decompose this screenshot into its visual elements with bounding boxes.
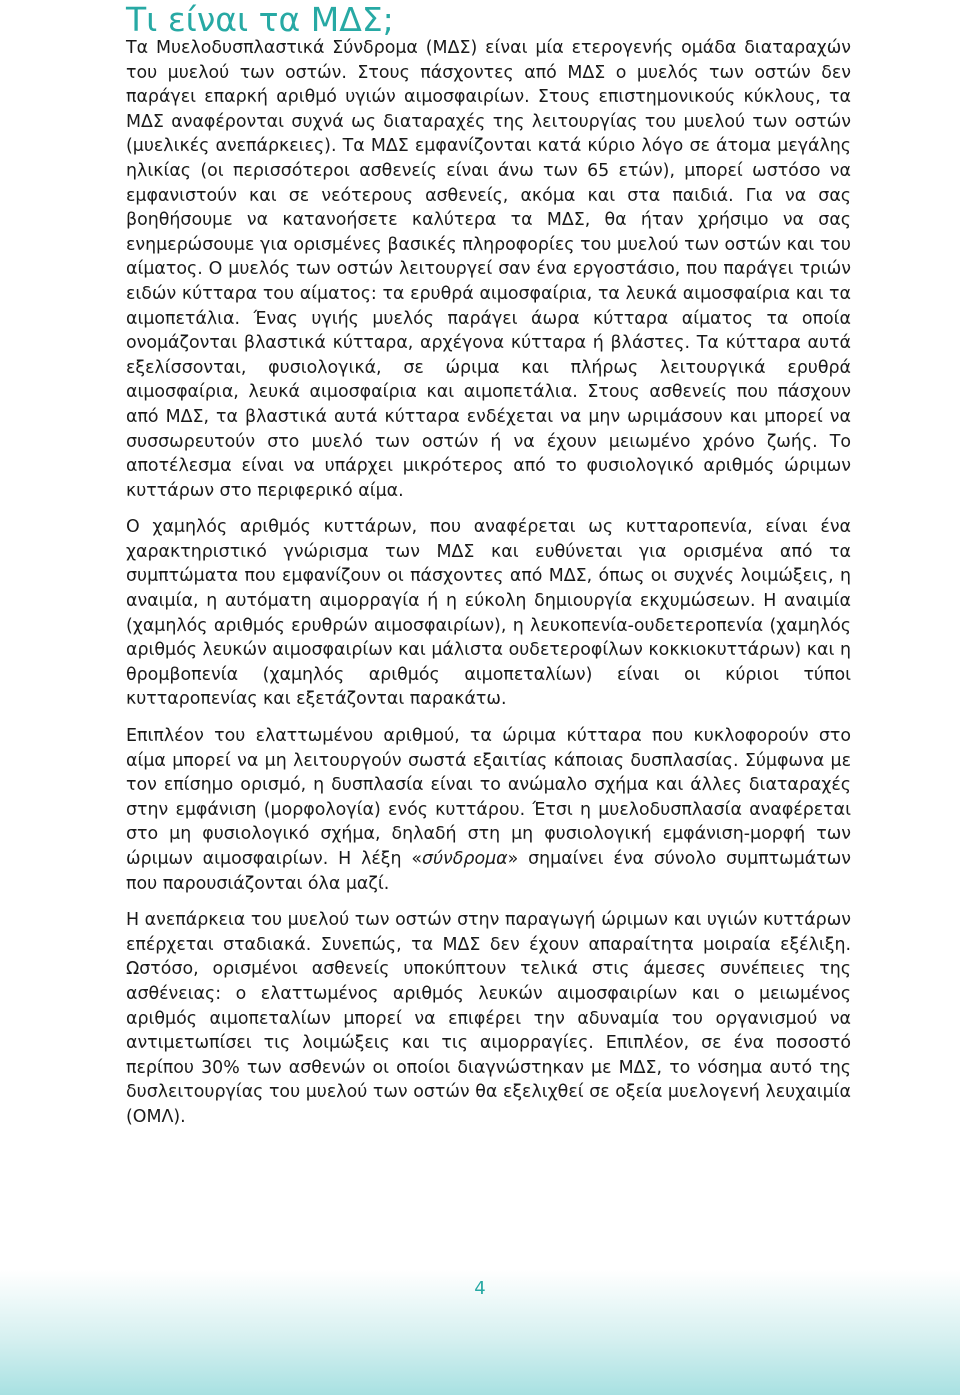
paragraph-4: Η ανεπάρκεια του μυελού των οστών στην παραγωγή ώριμων και υγιών κυττάρων επέρχεται σταδιακά. Συνεπώς, τα ΜΔΣ δεν έχουν απαραίτητα μοιραία εξέλιξη. Ωστόσο, ορισμένοι ασθενείς υποκύπτουν τελικά στις άμεσες συνέπειες της ασθένειας: ο ελαττωμένος αριθμός λευκών αιμοσφαιρίων και ο μειωμένος αριθμός αιμοπεταλίων μπορεί να επιφέρει την αδυναμία του οργανισμού να αντιμετωπίσει τις λοιμώξεις και τις αιμορραγίες. Επιπλέον, σε ένα ποσοστό περίπου 30% των ασθενών οι οποίοι διαγνώστηκαν με ΜΔΣ, το νόσημα αυτό της δυσλειτουργίας του μυελού των οστών θα εξελιχθεί σε οξεία μυελογενή λευχαιμία (ΟΜΛ). [126,910,851,1127]
body-text [126,36,851,1142]
page-number: 4 [474,1278,486,1299]
paragraph-2: Ο χαμηλός αριθμός κυττάρων, που αναφέρεται ως κυτταροπενία, είναι ένα χαρακτηριστικό γνώρισμα των ΜΔΣ και ευθύνεται για ορισμένα από τα συμπτώματα που εμφανίζουν οι πάσχοντες από ΜΔΣ, όπως οι συχνές λοιμώξεις, η αναιμία, η αυτόματη αιμορραγία ή η εύκολη δημιουργία εκχυμώσεων. Η αναιμία (χαμηλός αριθμός ερυθρών αιμοσφαιρίων), η λευκοπενία-ουδετεροπενία (χαμηλός αριθμός λευκών αιμοσφαιρίων και μάλιστα ουδετεροφίλων κοκκιοκυττάρων) και η θρομβοπενία (χαμηλός αριθμός αιμοπεταλίων) είναι οι κύριοι τύποι κυτταροπενίας και εξετάζονται παρακάτω. [126,517,851,710]
paragraph-1: Τα Μυελοδυσπλαστικά Σύνδρομα (ΜΔΣ) είναι μία ετερογενής ομάδα διαταραχών του μυελού των οστών. Στους πάσχοντες από ΜΔΣ ο μυελός των οστών δεν παράγει επαρκή αριθμό υγιών αιμοσφαιρίων. Στους επιστημονικούς κύκλους, τα ΜΔΣ αναφέρονται συχνά ως διαταραχές της λειτουργίας του μυελού των οστών (μυελικές ανεπάρκειες). Τα ΜΔΣ εμφανίζονται κατά κύριο λόγο σε άτομα μεγάλης ηλικίας (οι περισσότεροι ασθενείς είναι άνω των 65 ετών), μπορεί ωστόσο να εμφανιστούν και σε νεότερους ασθενείς, ακόμα και στα παιδιά. Για να σας βοηθήσουμε να κατανοήσετε καλύτερα τα ΜΔΣ, θα ήταν χρήσιμο να σας ενημερώσουμε για ορισμένες βασικές πληροφορίες του μυελού των οστών και του αίματος. Ο μυελός των οστών λειτουργεί σαν ένα εργοστάσιο, που παράγει τριών ειδών κύτταρα του αίματος: τα ερυθρά αιμοσφαίρια, τα λευκά αιμοσφαίρια και τα αιμοπετάλια. Ένας υγιής μυελός παράγει άωρα κύτταρα αίματος τα οποία ονομάζονται βλαστικά κύτταρα, αρχέγονα κύτταρα ή βλάστες. Τα κύτταρα αυτά εξελίσσονται, φυσιολογικά, σε ώριμα και πλήρως λειτουργικά ερυθρά αιμοσφαίρια, λευκά αιμοσφαίρια και αιμοπετάλια. Στους ασθενείς που πάσχουν από ΜΔΣ, τα βλαστικά αυτά κύτταρα ενδέχεται να μην ωριμάσουν και μπορεί να συσσωρευτούν στο μυελό των οστών ή να έχουν μειωμένο χρόνο ζωής. Το αποτέλεσμα είναι να υπάρχει μικρότερος από το φυσιολογικό αριθμός ώριμων κυττάρων στο περιφερικό αίμα. [126,38,851,501]
paragraph-3: Επιπλέον του ελαττωμένου αριθμού, τα ώριμα κύτταρα που κυκλοφορούν στο αίμα μπορεί να μη λειτουργούν σωστά εξαιτίας κάποιας δυσπλασίας. Σύμφωνα με τον επίσημο ορισμό, η δυσπλασία είναι το ανώμαλο σχήμα και άλλες διαταραχές στην εμφάνιση (μορφολογία) ενός κυττάρου. Έτσι η μυελοδυσπλασία αναφέρεται στο μη φυσιολογικό σχήμα, δηλαδή στη μη φυσιολογική εμφάνιση-μορφή των ώριμων αιμοσφαιρίων. Η λέξη «σύνδρομα» σημαίνει ένα σύνολο συμπτωμάτων που παρουσιάζονται όλα μαζί. [126,726,851,894]
page-title: Τι είναι τα ΜΔΣ; [126,0,394,39]
emphasized-term: σύνδρομα [421,849,508,869]
